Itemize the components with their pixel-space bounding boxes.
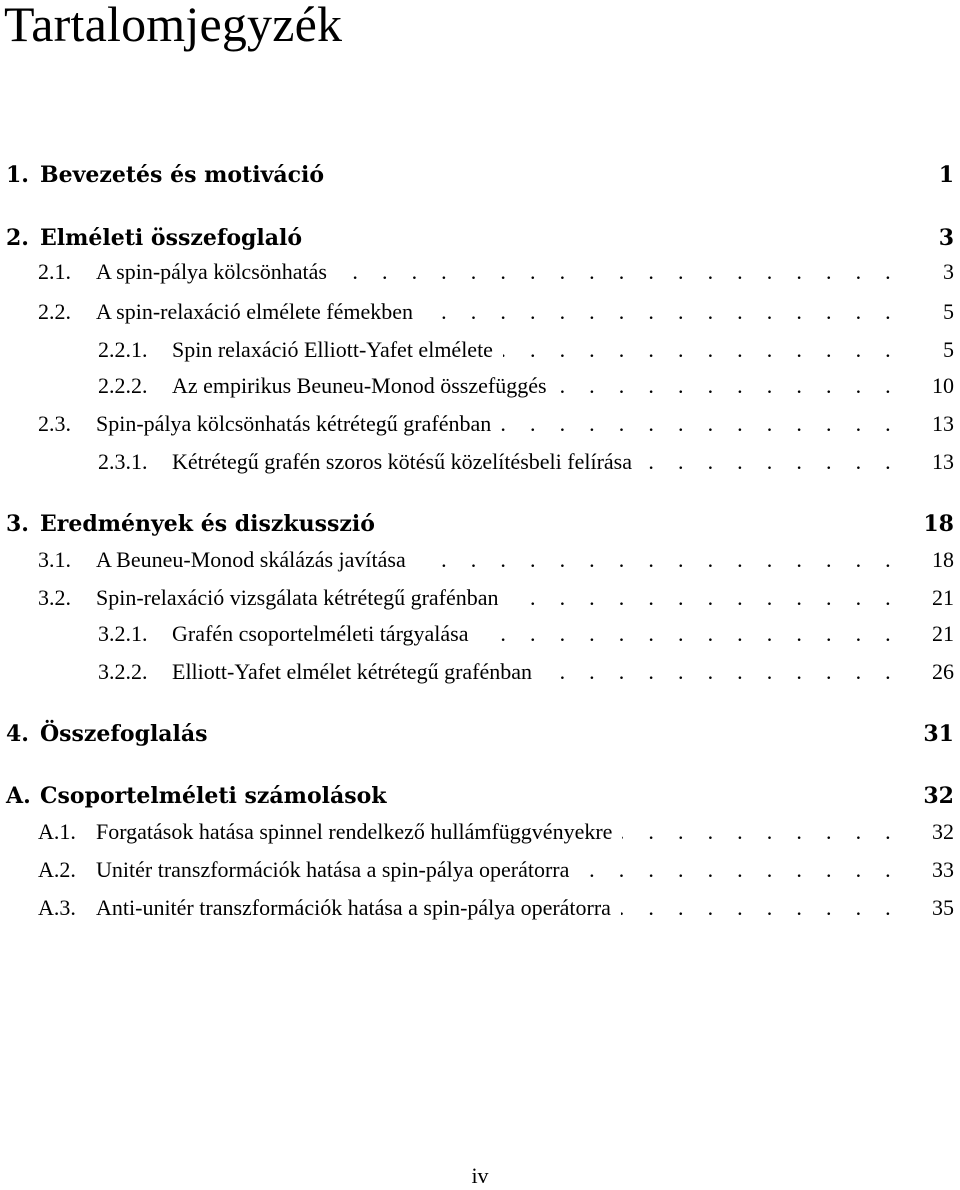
toc-entry-page: 1 [938, 162, 954, 188]
page-title: Tartalomjegyzék [4, 0, 343, 52]
toc-entry-page: 3 [943, 259, 954, 284]
toc-section-entry[interactable] [0, 816, 960, 848]
toc-entry-page: 33 [932, 857, 954, 882]
toc-entry-title: Összefoglalás [40, 721, 208, 747]
toc-entry-page: 35 [932, 895, 954, 920]
toc-chapter-entry[interactable] [0, 718, 960, 750]
toc-entry-title: Bevezetés és motiváció [40, 162, 325, 188]
toc-entry-number: 3.2.1. [98, 621, 148, 646]
toc-chapter-entry[interactable] [0, 508, 960, 540]
toc-entry-number: 3.2.2. [98, 659, 148, 684]
toc-dot-leader [579, 854, 900, 886]
toc-entry-number: 2.2.1. [98, 337, 148, 362]
toc-section-entry[interactable] [0, 370, 960, 402]
toc-section-entry[interactable] [0, 656, 960, 688]
toc-entry-page: 18 [923, 511, 954, 537]
toc-entry-number: 2. [6, 225, 29, 251]
toc-dot-leader [478, 618, 900, 650]
toc-entry-page: 3 [938, 225, 954, 251]
toc-entry-title: Forgatások hatása spinnel rendelkező hullámfüggvényekre [96, 819, 613, 844]
toc-entry-page: 13 [932, 449, 954, 474]
toc-entry-page: 5 [943, 337, 954, 362]
toc-entry-number: 3.2. [38, 585, 71, 610]
toc-dot-leader [557, 370, 900, 402]
toc-entry-page: 10 [932, 373, 954, 398]
toc-entry-title: A Beuneu-Monod skálázás javítása [96, 547, 406, 572]
toc-entry-page: 32 [923, 783, 954, 809]
toc-entry-title: Elméleti összefoglaló [40, 225, 303, 251]
toc-dot-leader [501, 408, 900, 440]
toc-entry-title: Anti-unitér transzformációk hatása a spin-pálya operátorra [96, 895, 611, 920]
toc-dot-leader [423, 296, 900, 328]
toc-section-entry[interactable] [0, 544, 960, 576]
toc-entry-page: 31 [923, 721, 954, 747]
toc-dot-leader [503, 334, 900, 366]
page-number: iv [471, 1163, 489, 1188]
toc-entry-number: 2.1. [38, 259, 71, 284]
toc-section-entry[interactable] [0, 256, 960, 288]
toc-chapter-entry[interactable] [0, 159, 960, 191]
toc-entry-title: Spin-pálya kölcsönhatás kétrétegű grafénban [96, 411, 492, 436]
toc-section-entry[interactable] [0, 408, 960, 440]
toc-entry-number: A.3. [38, 895, 76, 920]
toc-chapter-entry[interactable] [0, 222, 960, 254]
toc-entry-number: A.2. [38, 857, 76, 882]
toc-section-entry[interactable] [0, 446, 960, 478]
toc-dot-leader [416, 544, 900, 576]
toc-dot-leader [642, 446, 900, 478]
toc-entry-title: Kétrétegű grafén szoros kötésű közelítésbeli felírása [172, 449, 632, 474]
toc-entry-page: 5 [943, 299, 954, 324]
toc-entry-page: 13 [932, 411, 954, 436]
toc-entry-title: Grafén csoportelméleti tárgyalása [172, 621, 469, 646]
toc-entry-title: Elliott-Yafet elmélet kétrétegű grafénban [172, 659, 533, 684]
toc-entry-number: 3.1. [38, 547, 71, 572]
toc-entry-number: A.1. [38, 819, 76, 844]
toc-entry-number: A. [6, 783, 31, 809]
toc-entry-title: Eredmények és diszkusszió [40, 511, 375, 537]
toc-section-entry[interactable] [0, 296, 960, 328]
toc-section-entry[interactable] [0, 582, 960, 614]
toc-entry-page: 21 [932, 621, 954, 646]
toc-dot-leader [509, 582, 900, 614]
toc-section-entry[interactable] [0, 618, 960, 650]
toc-chapter-entry[interactable] [0, 780, 960, 812]
toc-section-entry[interactable] [0, 892, 960, 924]
toc-entry-title: A spin-pálya kölcsönhatás [96, 259, 327, 284]
toc-section-entry[interactable] [0, 334, 960, 366]
toc-entry-title: Unitér transzformációk hatása a spin-pálya operátorra [96, 857, 570, 882]
toc-entry-title: Spin relaxáció Elliott-Yafet elmélete [172, 337, 493, 362]
toc-entry-number: 2.2. [38, 299, 71, 324]
toc-entry-number: 3. [6, 511, 29, 537]
toc-entry-page: 32 [932, 819, 954, 844]
toc-entry-number: 2.3. [38, 411, 71, 436]
toc-entry-number: 2.2.2. [98, 373, 148, 398]
toc-entry-number: 2.3.1. [98, 449, 148, 474]
toc-section-entry[interactable] [0, 854, 960, 886]
toc-entry-title: A spin-relaxáció elmélete fémekben [96, 299, 414, 324]
toc-entry-title: Spin-relaxáció vizsgálata kétrétegű grafénban [96, 585, 499, 610]
toc-dot-leader [337, 256, 900, 288]
toc-dot-leader [622, 816, 900, 848]
toc-dot-leader [621, 892, 900, 924]
toc-entry-page: 26 [932, 659, 954, 684]
toc-entry-page: 18 [932, 547, 954, 572]
toc-entry-title: Csoportelméleti számolások [40, 783, 387, 809]
toc-entry-number: 4. [6, 721, 29, 747]
toc-entry-page: 21 [932, 585, 954, 610]
toc-entry-number: 1. [6, 162, 29, 188]
toc-dot-leader [542, 656, 900, 688]
toc-entry-title: Az empirikus Beuneu-Monod összefüggés [172, 373, 547, 398]
